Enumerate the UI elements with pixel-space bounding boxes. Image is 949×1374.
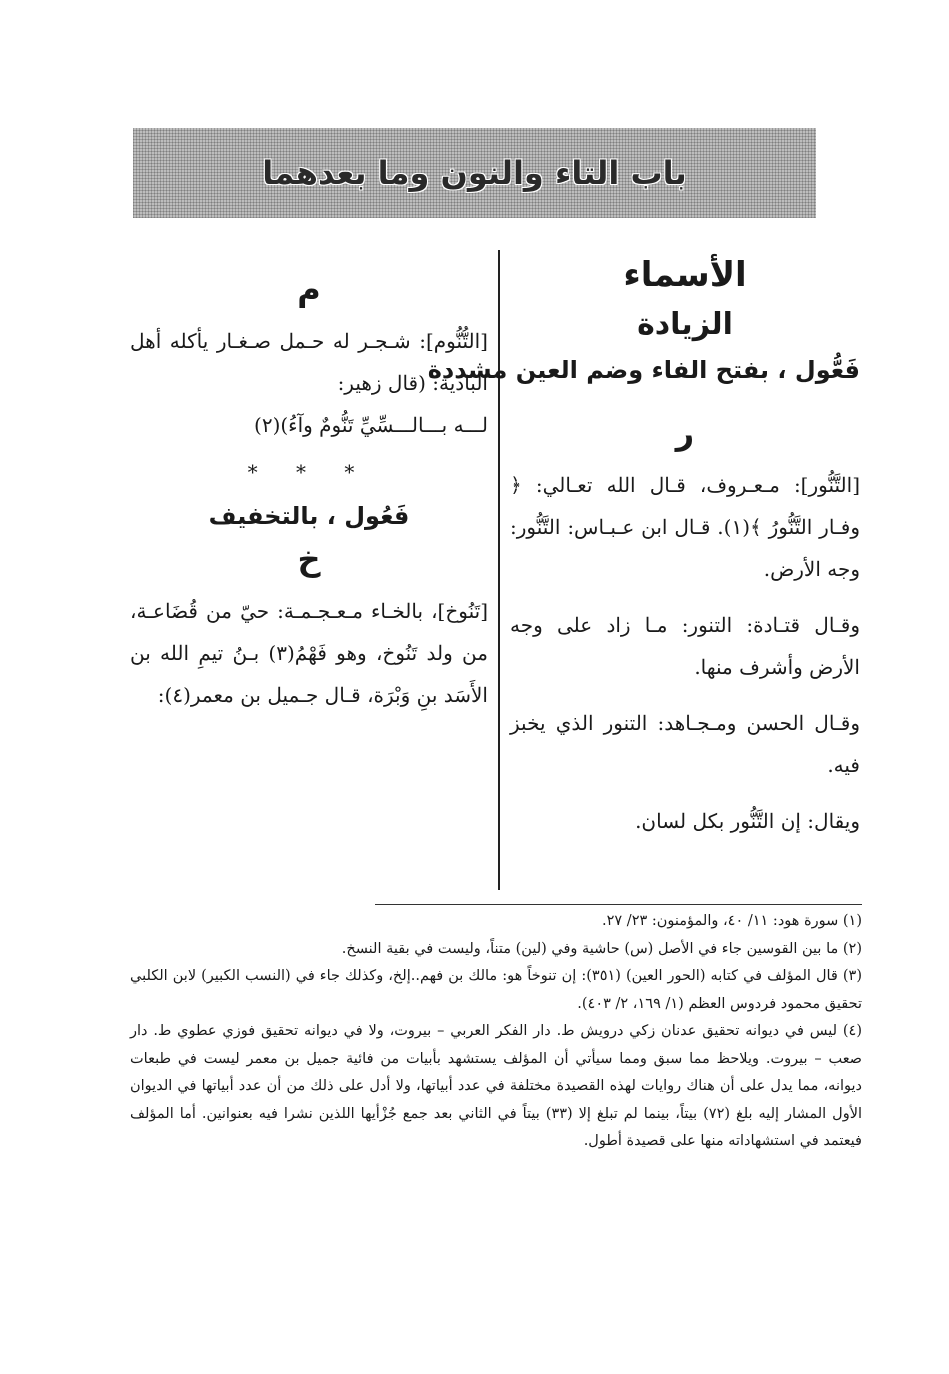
- chapter-banner: [133, 128, 816, 218]
- root-letter-kha: خ: [297, 540, 321, 578]
- entry-paragraph: [تَنُوخ]، بالخـاء مـعـجـمـة: حيّ من قُضَاعـة، من ولد تَنُوخ، وهو فَهْمُ(٣) بـنُ تيمِ الله بن الأَسَد بنِ وَبْرَة، قـال جـميل بن معمر(٤):: [130, 599, 488, 707]
- section-separator-stars: * * *: [247, 460, 371, 484]
- root-letter-mim: م: [297, 270, 321, 308]
- footnote: (٣) قال المؤلف في كتابه (الحور العين) (٣٥١): إن تنوخاً هو: مالك بن فهم..إلخ، وكذلك جاء في (النسب الكبير) لابن الكلبي تحقيق محمود فردوس العظم (١/ ١٦٩، ٢/ ٤٠٣).: [130, 968, 862, 1012]
- entry-paragraph: [التُّنُّوم]: شـجـر له حـمل صـغـار يأكله أهل البادية: (قال زهير:: [130, 329, 488, 395]
- entry-paragraph: وقـال قتـادة: التنور: مـا زاد على وجه الأرض وأشرف منها.: [510, 613, 860, 679]
- pattern-heading: فَعُّول ، بفتح الفاء وضم العين مشددة: [427, 356, 860, 384]
- entry-paragraph: ويقال: إن التَّنُّور بكل لسان.: [635, 809, 860, 833]
- footnote: (١) سورة هود: ١١/ ٤٠، والمؤمنون: ٢٣/ ٢٧.: [602, 913, 862, 929]
- entry-paragraph: وقـال الحسن ومـجـاهد: التنور الذي يخبز فيه.: [510, 711, 860, 777]
- footnote: (٤) ليس في ديوانه تحقيق عدنان زكي درويش ط. دار الفكر العربي – بيروت، ولا في ديوانه تحقيق فوزي عطوي ط. دار صعب – بيروت. ويلاحظ مما سبق ومما سيأتي أن المؤلف يستشهد بأبيات من فائية جميل بن معمر ليست في طبعات ديوانه، مما يدل على أن هناك روايات لهذه القصيدة مختلفة في عدد أبياتها، ولا أدل على ذلك من أن عدد أبياتها في الديوان الأول المشار إليه بلغ (٧٢) بيتاً، بينما لم تبلغ إلا (٣٣) بيتاً في الثاني بعد جمع جُزْأيها اللذين نشرا فيه بعنوانين. أما المؤلف فيعتمد في استشهاداته منها على قصيدة أطول.: [130, 1023, 862, 1149]
- right-column: [427, 255, 860, 842]
- chapter-title: باب التاء والنون وما بعدهما: [262, 154, 687, 192]
- left-column: [130, 270, 488, 716]
- footnote-rule: [375, 904, 862, 905]
- pattern-heading: فَعُول ، بالتخفيف: [208, 502, 410, 530]
- section-heading-nouns: الأسماء: [623, 255, 747, 295]
- root-letter-ra: ر: [675, 414, 695, 452]
- column-divider: [498, 250, 500, 890]
- footnote: (٢) ما بين القوسين جاء في الأصل (س) حاشية وفي (لين) متناً، وليست في بقية النسخ.: [341, 940, 862, 957]
- poem-verse: لـــه بـــالـــسِّيِّ تَنُّومٌ وآءُ)(٢): [254, 413, 488, 437]
- footnotes: [130, 908, 862, 1156]
- entry-paragraph: [التَّنُّور]: مـعـروف، قـال الله تعـالي: ﴿ وفـار التَّنُّورُ ﴾(١). قـال ابن عـبـاس: التَّنُّور: وجه الأرض.: [510, 473, 860, 581]
- section-heading-addition: الزيادة: [637, 307, 733, 342]
